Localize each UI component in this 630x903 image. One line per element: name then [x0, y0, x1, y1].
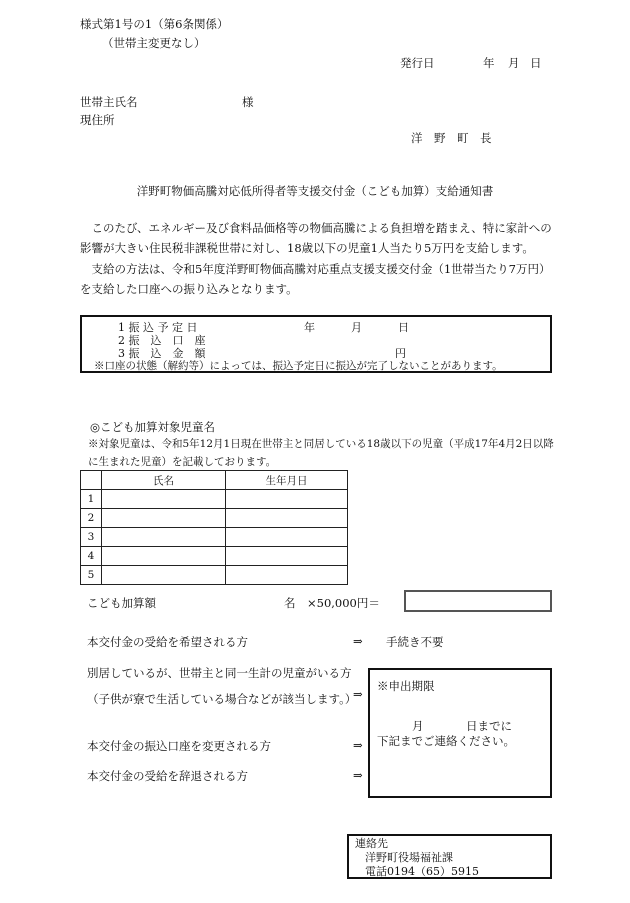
- table-row: [81, 547, 348, 566]
- issue-day: 日: [530, 56, 542, 70]
- option-decline: 本交付金の受給を辞退される方: [87, 769, 248, 783]
- child-addition-amount-box[interactable]: [404, 590, 552, 612]
- transfer-day: 日: [398, 321, 409, 334]
- arrow-icon: ⇒: [353, 738, 363, 752]
- deadline-day-until: 日までに: [466, 719, 512, 733]
- child-name-cell[interactable]: [102, 509, 226, 528]
- contact-label: 連絡先: [355, 837, 388, 850]
- child-birthdate-cell[interactable]: [226, 528, 348, 547]
- table-header-birthdate: 生年月日: [226, 471, 348, 490]
- arrow-icon: ⇒: [353, 687, 363, 701]
- issue-date-label: 発行日: [400, 56, 435, 70]
- transfer-date-label: 1 振 込 予 定 日: [118, 321, 198, 334]
- contact-office: 洋野町役場福祉課: [365, 851, 453, 864]
- form-note: （世帯主変更なし）: [102, 36, 206, 50]
- document-title: 洋野町物価高騰対応低所得者等支援交付金（こども加算）支給通知書: [136, 184, 494, 198]
- issuer: 洋 野 町 長: [411, 131, 492, 145]
- head-name-label: 世帯主氏名: [80, 95, 138, 109]
- table-header-name: 氏名: [102, 471, 226, 490]
- deadline-label: ※申出期限: [377, 679, 435, 693]
- row-number: 5: [81, 566, 102, 585]
- child-addition-label: こども加算額: [87, 596, 156, 610]
- transfer-yen: 円: [395, 347, 406, 360]
- arrow-icon: ⇒: [353, 768, 363, 782]
- child-birthdate-cell[interactable]: [226, 509, 348, 528]
- table-header-number: [81, 471, 102, 490]
- child-birthdate-cell[interactable]: [226, 547, 348, 566]
- child-addition-calc: 名 ×50,000円＝: [284, 596, 380, 610]
- arrow-icon: ⇒: [353, 634, 363, 648]
- issue-month: 月: [508, 56, 520, 70]
- table-row: [81, 490, 348, 509]
- row-number: 4: [81, 547, 102, 566]
- child-name-cell[interactable]: [102, 528, 226, 547]
- deadline-contact-request: 下記までご連絡ください。: [377, 734, 515, 748]
- transfer-amount-label: 3 振 込 金 額: [118, 347, 206, 360]
- honorific: 様: [242, 95, 254, 109]
- child-name-cell[interactable]: [102, 566, 226, 585]
- row-number: 3: [81, 528, 102, 547]
- children-table: [80, 470, 348, 585]
- child-name-cell[interactable]: [102, 490, 226, 509]
- child-birthdate-cell[interactable]: [226, 566, 348, 585]
- body-paragraph-2: 支給の方法は、令和5年度洋野町物価高騰対応重点支援支援交付金（1世帯当たり7万円）を支給した口座への振り込みとなります。: [80, 262, 551, 296]
- table-row: [81, 528, 348, 547]
- children-note: ※対象児童は、令和5年12月1日現在世帯主と同居している18歳以下の児童（平成17年4月2日以降に生まれた児童）を記載しております。: [88, 438, 554, 468]
- table-row: [81, 566, 348, 585]
- option-change-account: 本交付金の振込口座を変更される方: [87, 739, 271, 753]
- address-label: 現住所: [80, 113, 115, 127]
- contact-phone: 電話0194（65）5915: [365, 865, 479, 878]
- row-number: 1: [81, 490, 102, 509]
- form-number: 様式第1号の1（第6条関係）: [80, 17, 229, 31]
- table-header-row: [81, 471, 348, 490]
- transfer-month: 月: [351, 321, 362, 334]
- table-row: [81, 509, 348, 528]
- row-number: 2: [81, 509, 102, 528]
- contact-box: [347, 834, 552, 879]
- deadline-month: 月: [412, 719, 424, 733]
- children-heading: ◎こども加算対象児童名: [90, 420, 216, 434]
- child-birthdate-cell[interactable]: [226, 490, 348, 509]
- option-separate-child-note: （子供が寮で生活している場合などが該当します。）: [87, 692, 357, 706]
- body-paragraph-1: このたび、エネルギー及び食料品価格等の物価高騰による負担増を踏まえ、特に家計への影響が大きい住民税非課税世帯に対し、18歳以下の児童1人当たり5万円を支給します。: [80, 221, 552, 255]
- option-wish-result: 手続き不要: [386, 635, 444, 649]
- issue-year: 年: [483, 56, 495, 70]
- option-separate-child: 別居しているが、世帯主と同一生計の児童がいる方: [87, 666, 352, 680]
- child-name-cell[interactable]: [102, 547, 226, 566]
- option-wish-receive: 本交付金の受給を希望される方: [87, 635, 248, 649]
- transfer-note: ※口座の状態（解約等）によっては、振込予定日に振込が完了しないことがあります。: [94, 360, 503, 372]
- transfer-year: 年: [304, 321, 315, 334]
- transfer-account-label: 2 振 込 口 座: [118, 334, 206, 347]
